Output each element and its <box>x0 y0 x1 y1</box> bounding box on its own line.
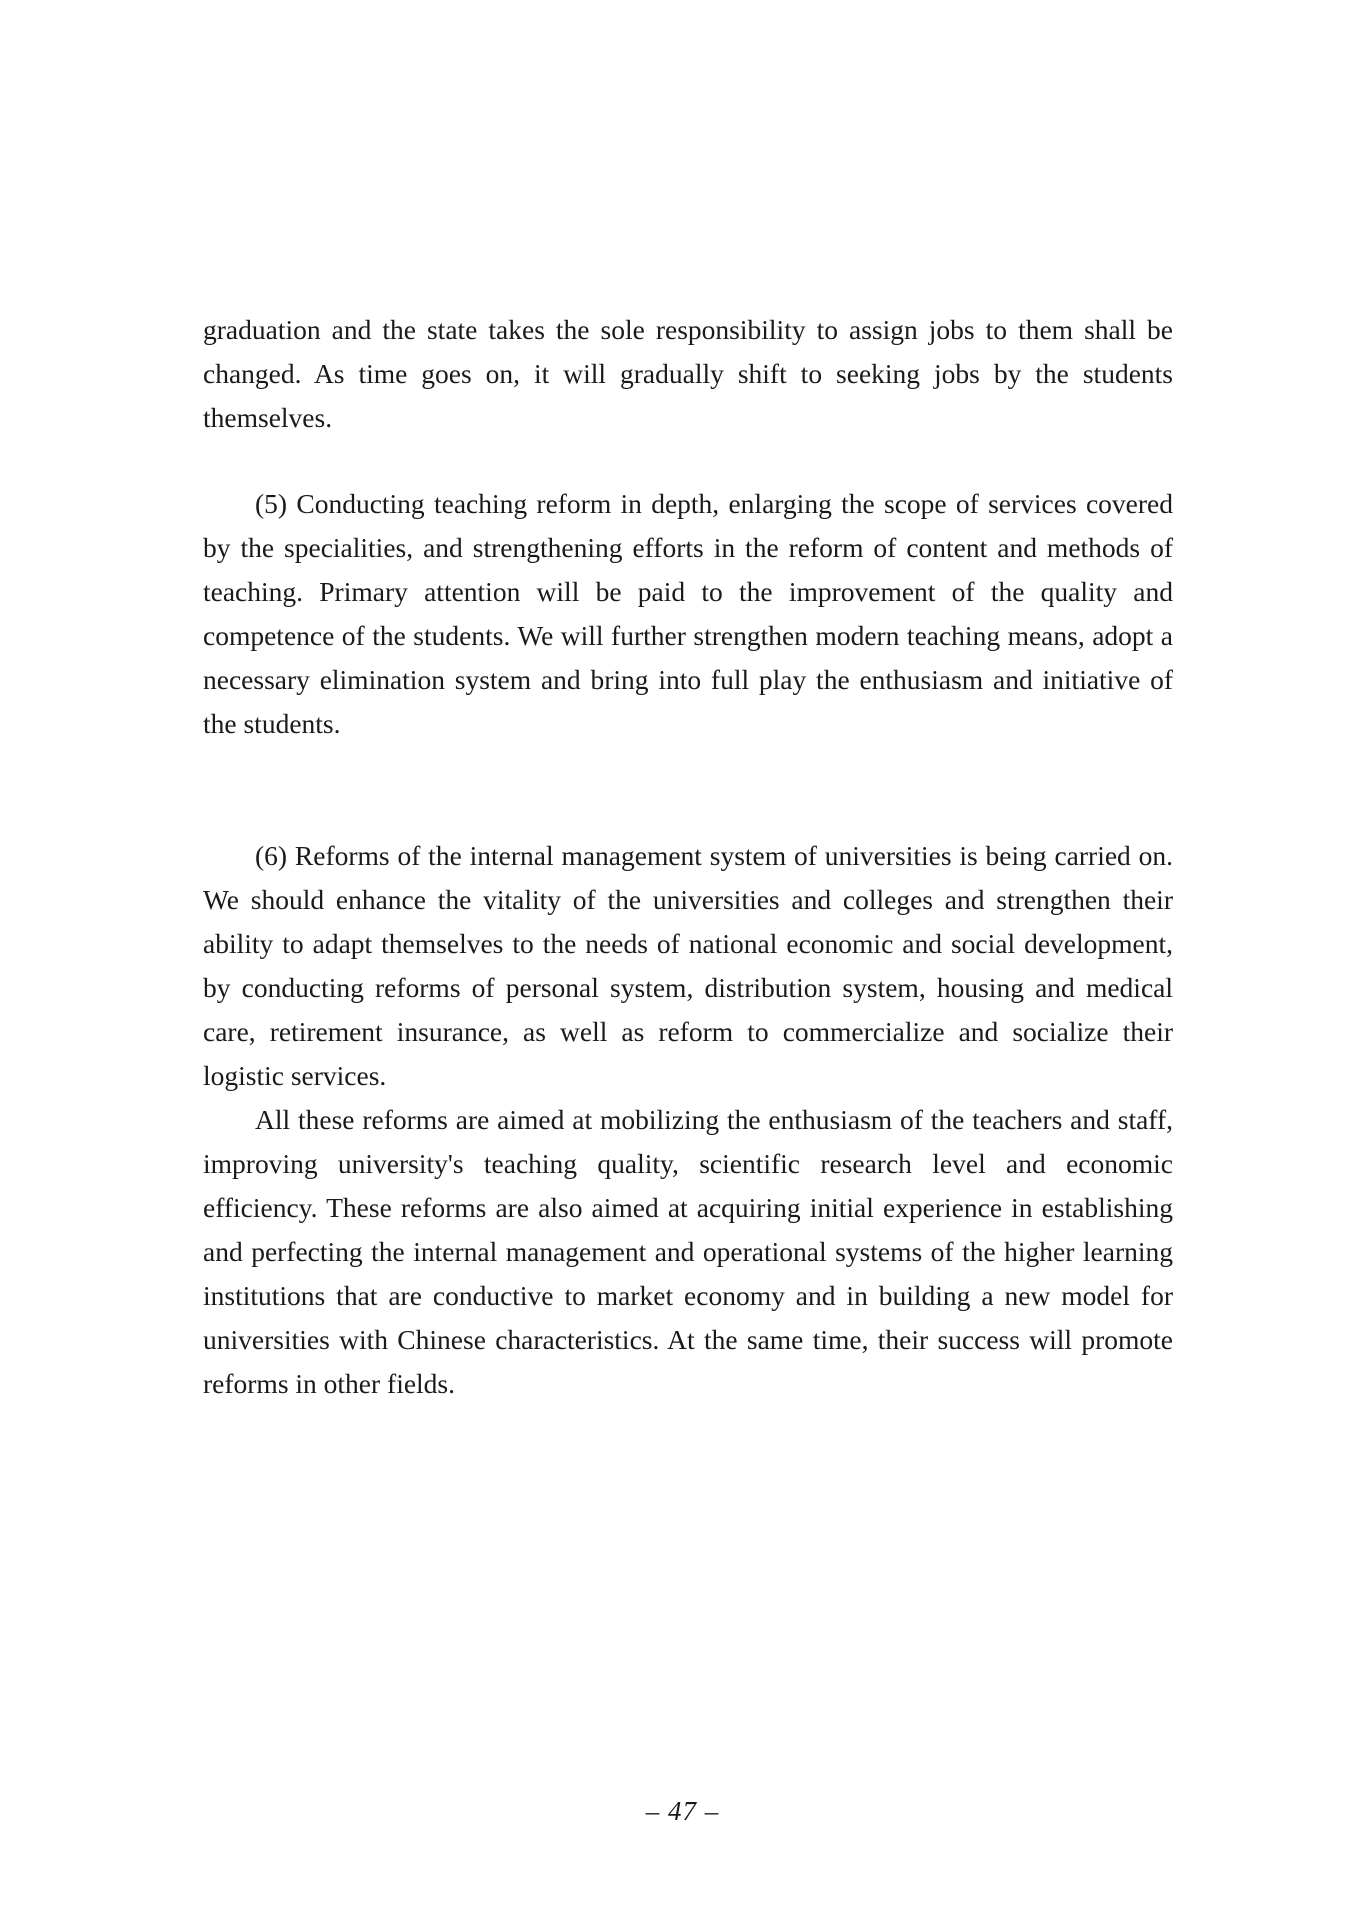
paragraph-continuation: graduation and the state takes the sole responsibility to assign jobs to them shall be changed. As time goes on, it will gradually shift to seeking jobs by the students themselves. <box>203 314 1173 433</box>
paragraph-summary: All these reforms are aimed at mobilizing the enthusiasm of the teachers and staff, improving university's teaching quality, scientific research level and economic efficiency. These reforms are also aimed at acquiring initial experience in establishing and perfecting the internal management and operational systems of the higher learning institutions that are conductive to market economy and in building a new model for universities with Chinese characteristics. At the same time, their success will promote reforms in other fields. <box>203 1104 1173 1399</box>
paragraph-item-5: (5) Conducting teaching reform in depth, enlarging the scope of services covered by the specialities, and strengthening efforts in the reform of content and methods of teaching. Primary attention will be paid to the improvement of the quality and competence of the students. We will further strengthen modern teaching means, adopt a necessary elimination system and bring into full play the enthusiasm and initiative of the students. <box>203 488 1173 739</box>
text-block-item-6 <box>203 834 1173 1406</box>
paragraph-item-6: (6) Reforms of the internal management system of universities is being carried on. We should enhance the vitality of the universities and colleges and strengthen their ability to adapt themselves to the needs of national economic and social development, by conducting reforms of personal system, distribution system, housing and medical care, retirement insurance, as well as reform to commercialize and socialize their logistic services. <box>203 840 1173 1091</box>
page-number: – 47 – <box>645 1796 720 1826</box>
text-block-item-5 <box>203 482 1173 746</box>
text-block-continuation <box>203 308 1173 440</box>
